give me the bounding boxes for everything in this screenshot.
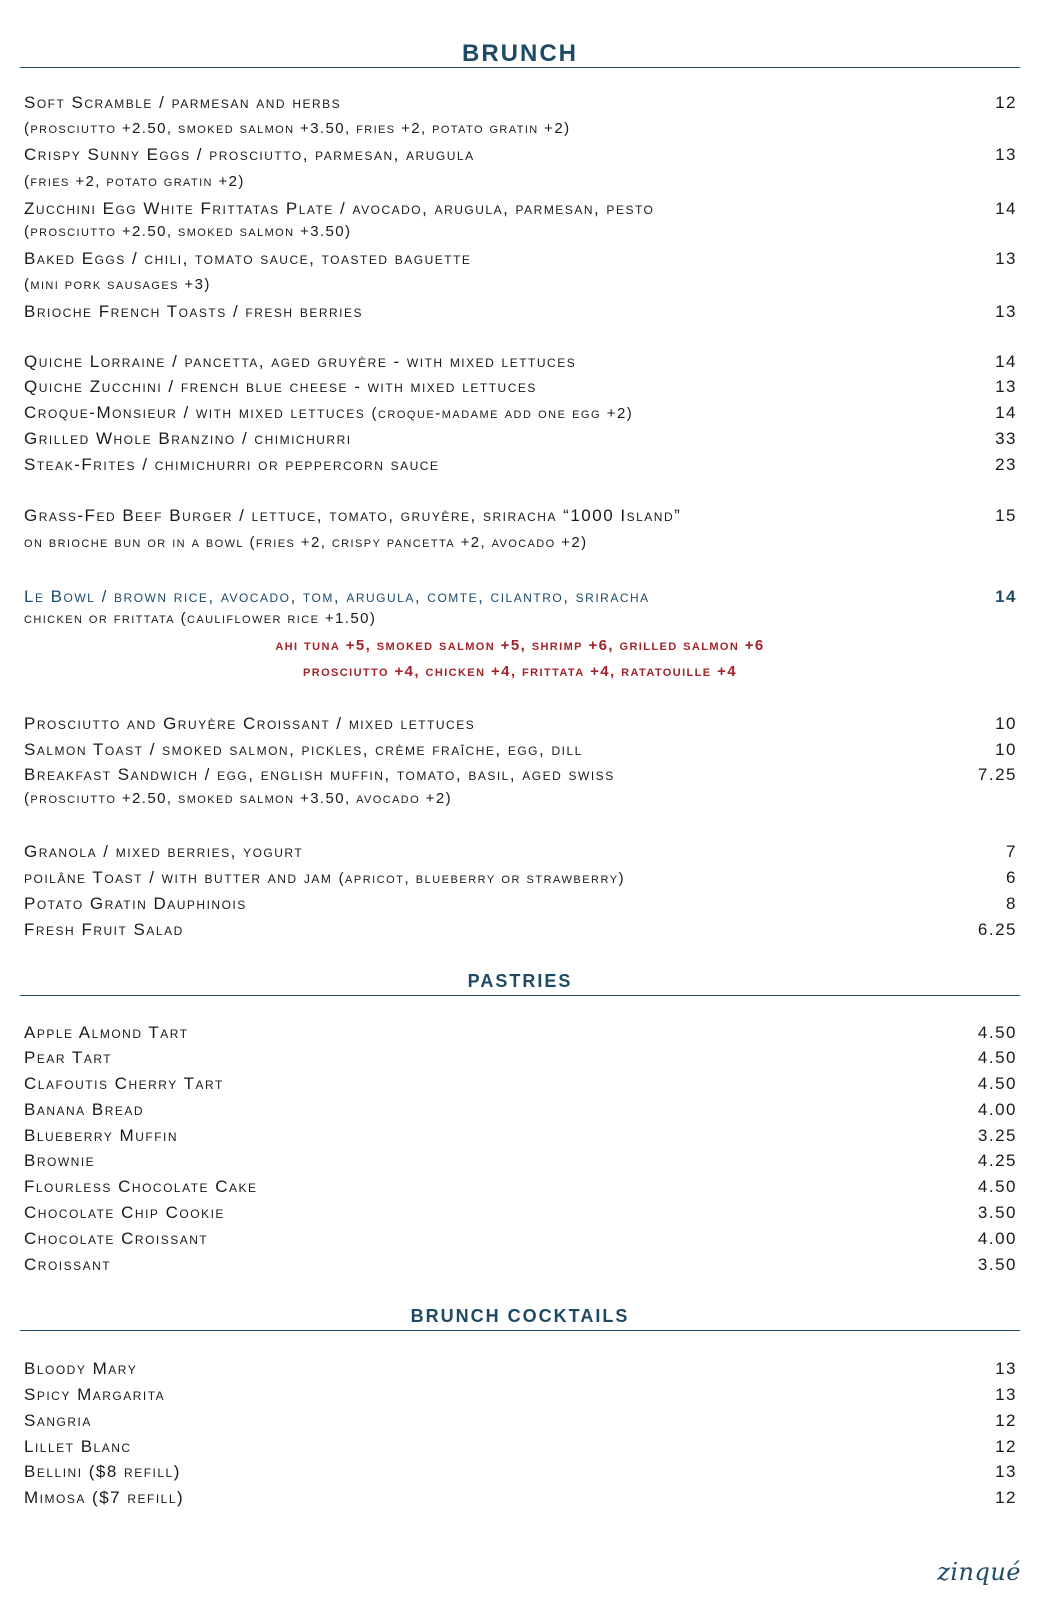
- item-price: 13: [995, 302, 1017, 321]
- item-price: 3.50: [977, 1203, 1017, 1222]
- menu-item: [24, 894, 1017, 920]
- bowl-addons: prosciutto +4, chicken +4, frittata +4, ratatouille +4: [303, 663, 737, 680]
- menu-item: [24, 1100, 1017, 1126]
- item-price: 4.50: [977, 1023, 1017, 1042]
- item-price: 4.50: [977, 1177, 1017, 1196]
- menu-item: [24, 429, 1017, 455]
- menu-item: [24, 93, 1017, 119]
- item-note: on brioche bun or in a bowl (fries +2, crispy pancetta +2, avocado +2): [24, 534, 588, 551]
- section-divider: [20, 67, 1020, 68]
- item-name: Potato Gratin Dauphinois: [24, 894, 247, 913]
- item-name-note: (apricot, blueberry or strawberry): [338, 870, 626, 887]
- item-name: Bellini ($8 refill): [24, 1462, 181, 1481]
- item-price: 14: [995, 352, 1017, 371]
- item-price: 4.50: [977, 1074, 1017, 1093]
- menu-item: [24, 352, 1017, 378]
- item-name: Mimosa ($7 refill): [24, 1488, 185, 1507]
- menu-item: [24, 145, 1017, 171]
- menu-item: [24, 1411, 1017, 1437]
- menu-item: [24, 455, 1017, 481]
- section-title-pastries: PASTRIES: [467, 971, 573, 991]
- menu-item: [24, 302, 1017, 328]
- section-divider: [20, 1330, 1020, 1331]
- item-note: (mini pork sausages +3): [24, 276, 211, 293]
- item-price: 15: [995, 506, 1017, 525]
- menu-item: [24, 403, 1017, 429]
- item-note: chicken or frittata (cauliflower rice +1.50): [24, 610, 377, 627]
- menu-item: [24, 1048, 1017, 1074]
- item-name: Quiche Lorraine / pancetta, aged gruyère - with mixed lettuces: [24, 352, 577, 371]
- item-price: 6: [1006, 868, 1017, 887]
- item-price: 3.25: [977, 1126, 1017, 1145]
- item-name: Sangria: [24, 1411, 92, 1430]
- item-name: Steak-Frites / chimichurri or peppercorn sauce: [24, 455, 440, 474]
- menu-item: [24, 377, 1017, 403]
- item-price: 14: [995, 403, 1017, 422]
- item-note: (fries +2, potato gratin +2): [24, 173, 245, 190]
- item-note: (prosciutto +2.50, smoked salmon +3.50, fries +2, potato gratin +2): [24, 120, 571, 137]
- item-price: 3.50: [977, 1255, 1017, 1274]
- item-price: 12: [995, 1488, 1017, 1507]
- menu-item: [24, 740, 1017, 766]
- menu-item: [24, 765, 1017, 791]
- item-name: Baked Eggs / chili, tomato sauce, toasted baguette: [24, 249, 472, 268]
- item-name: Bloody Mary: [24, 1359, 138, 1378]
- item-name: Fresh Fruit Salad: [24, 920, 184, 939]
- item-name: Croissant: [24, 1255, 112, 1274]
- item-name: [24, 403, 633, 423]
- item-name: Soft Scramble / parmesan and herbs: [24, 93, 342, 112]
- item-price: 6.25: [977, 920, 1017, 939]
- item-price: 4.25: [977, 1151, 1017, 1170]
- item-name: Blueberry Muffin: [24, 1126, 179, 1145]
- menu-item: [24, 249, 1017, 275]
- item-price: 7: [1006, 842, 1017, 861]
- item-price: 10: [995, 714, 1017, 733]
- section-title-cocktails: BRUNCH COCKTAILS: [410, 1306, 630, 1326]
- item-price: 4.00: [977, 1229, 1017, 1248]
- section-divider: [20, 995, 1020, 996]
- item-price: 12: [995, 1411, 1017, 1430]
- menu-item: [24, 1203, 1017, 1229]
- item-name: Le Bowl / brown rice, avocado, tom, arugula, comte, cilantro, sriracha: [24, 587, 650, 606]
- item-name: Clafoutis Cherry Tart: [24, 1074, 224, 1093]
- item-price: 7.25: [977, 765, 1017, 784]
- item-price: 13: [995, 1462, 1017, 1481]
- menu-item: [24, 842, 1017, 868]
- menu-item: [24, 1385, 1017, 1411]
- item-price: 10: [995, 740, 1017, 759]
- item-note: (prosciutto +2.50, smoked salmon +3.50, avocado +2): [24, 790, 452, 807]
- item-name: [24, 868, 625, 888]
- menu-item: [24, 714, 1017, 740]
- menu-item: [24, 1074, 1017, 1100]
- menu-item: [24, 1023, 1017, 1049]
- item-name: Crispy Sunny Eggs / prosciutto, parmesan, arugula: [24, 145, 475, 164]
- item-price: 13: [995, 249, 1017, 268]
- item-price: 14: [995, 199, 1017, 218]
- item-price: 13: [995, 377, 1017, 396]
- menu-item: [24, 1437, 1017, 1463]
- item-price: 14: [995, 587, 1017, 606]
- menu-item: [24, 1255, 1017, 1281]
- item-name: Chocolate Croissant: [24, 1229, 209, 1248]
- brand-logo: zinqué: [937, 1558, 1021, 1586]
- item-name: Banana Bread: [24, 1100, 145, 1119]
- menu-item: [24, 1488, 1017, 1514]
- menu-item: [24, 1462, 1017, 1488]
- item-name: Lillet Blanc: [24, 1437, 132, 1456]
- item-price: 23: [995, 455, 1017, 474]
- item-price: 4.00: [977, 1100, 1017, 1119]
- item-name-main: poilâne Toast / with butter and jam: [24, 868, 333, 887]
- item-name: Granola / mixed berries, yogurt: [24, 842, 304, 861]
- item-price: 12: [995, 1437, 1017, 1456]
- menu-item: [24, 1151, 1017, 1177]
- menu-item: [24, 920, 1017, 946]
- item-name: Apple Almond Tart: [24, 1023, 189, 1042]
- item-note: (prosciutto +2.50, smoked salmon +3.50): [24, 223, 352, 240]
- menu-item: [24, 506, 1017, 532]
- item-price: 13: [995, 145, 1017, 164]
- item-name-note: (croque-madame add one egg +2): [371, 405, 634, 422]
- item-name: Quiche Zucchini / french blue cheese - with mixed lettuces: [24, 377, 537, 396]
- bowl-addons: ahi tuna +5, smoked salmon +5, shrimp +6, grilled salmon +6: [275, 637, 765, 654]
- item-name: Chocolate Chip Cookie: [24, 1203, 225, 1222]
- item-price: 13: [995, 1359, 1017, 1378]
- section-title-brunch: BRUNCH: [462, 40, 578, 67]
- menu-item: [24, 1177, 1017, 1203]
- item-price: 8: [1006, 894, 1017, 913]
- menu-item: [24, 1126, 1017, 1152]
- item-name: Brioche French Toasts / fresh berries: [24, 302, 364, 321]
- item-name: Breakfast Sandwich / egg, english muffin, tomato, basil, aged swiss: [24, 765, 615, 784]
- menu-item: [24, 199, 1017, 225]
- item-name-main: Croque-Monsieur / with mixed lettuces: [24, 403, 366, 422]
- item-name: Zucchini Egg White Frittatas Plate / avocado, arugula, parmesan, pesto: [24, 199, 655, 218]
- item-price: 12: [995, 93, 1017, 112]
- item-name: Grass-Fed Beef Burger / lettuce, tomato, gruyère, sriracha “1000 Island”: [24, 506, 682, 525]
- item-price: 13: [995, 1385, 1017, 1404]
- item-price: 4.50: [977, 1048, 1017, 1067]
- menu-item: [24, 1229, 1017, 1255]
- item-name: Spicy Margarita: [24, 1385, 166, 1404]
- item-name: Prosciutto and Gruyère Croissant / mixed lettuces: [24, 714, 476, 733]
- item-name: Grilled Whole Branzino / chimichurri: [24, 429, 352, 448]
- item-name: Pear Tart: [24, 1048, 113, 1067]
- item-price: 33: [995, 429, 1017, 448]
- menu-item: [24, 1359, 1017, 1385]
- item-name: Flourless Chocolate Cake: [24, 1177, 258, 1196]
- item-name: Salmon Toast / smoked salmon, pickles, crème fraîche, egg, dill: [24, 740, 583, 759]
- item-name: Brownie: [24, 1151, 96, 1170]
- menu-item: [24, 868, 1017, 894]
